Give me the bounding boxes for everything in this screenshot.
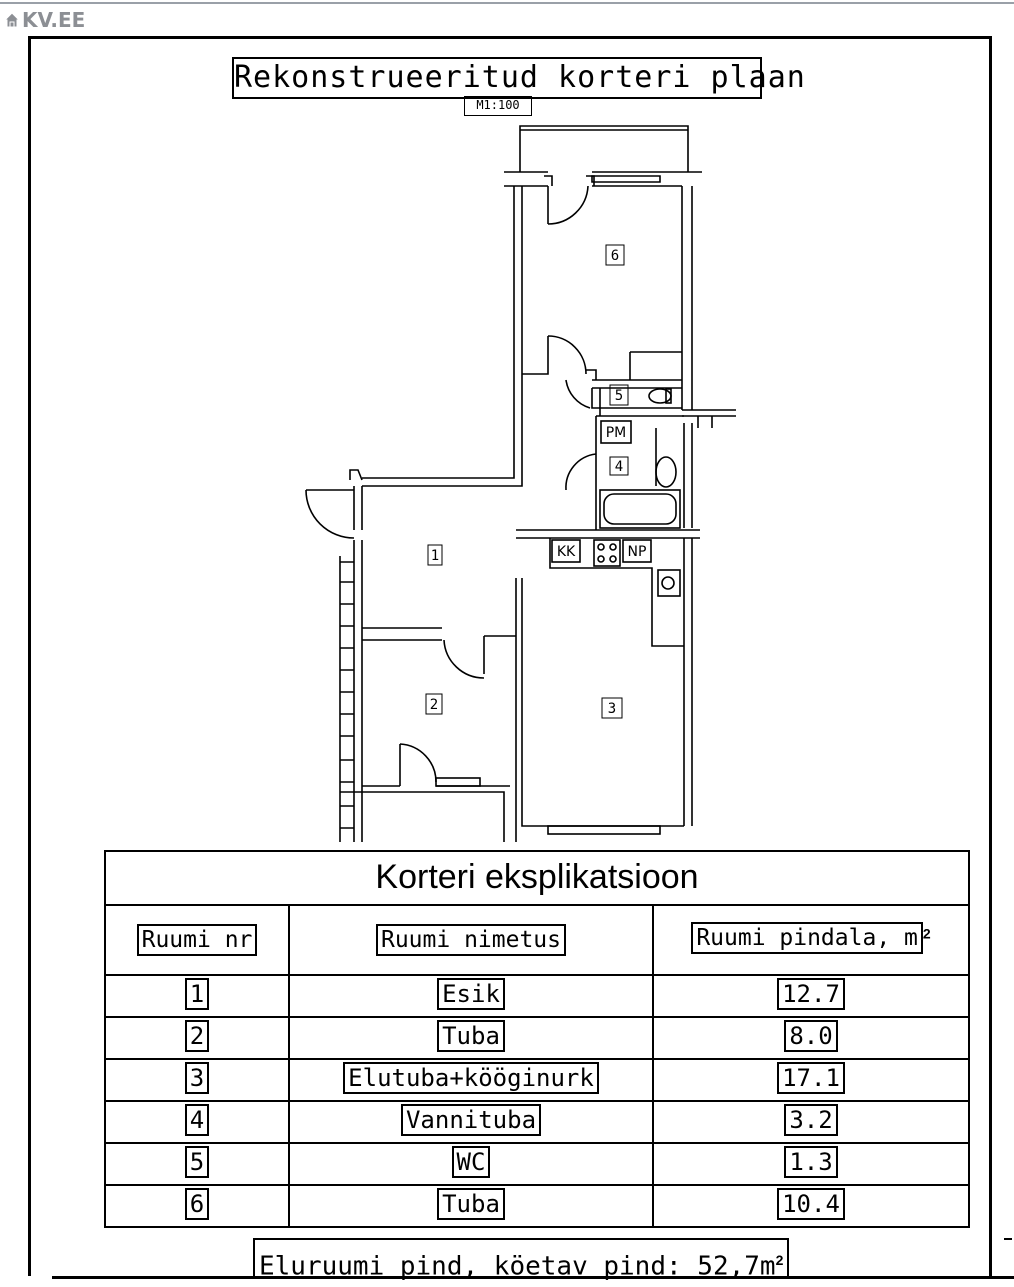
explication-table — [104, 850, 970, 1228]
cell-room-name: Tuba — [290, 1188, 652, 1220]
plan-scale: M1:100 — [464, 96, 532, 116]
svg-text:KK: KK — [556, 544, 576, 560]
room-marker-6 — [606, 245, 624, 265]
cell-room-area: 8.0 — [654, 1020, 968, 1052]
room-marker-1 — [428, 545, 442, 565]
room-marker-3 — [602, 698, 622, 718]
cell-room-nr: 4 — [106, 1104, 288, 1136]
entrance-door — [306, 490, 354, 538]
svg-text:5: 5 — [614, 388, 624, 404]
row-divider — [106, 1142, 968, 1144]
row-divider — [106, 1184, 968, 1186]
cell-room-nr: 3 — [106, 1062, 288, 1094]
svg-text:NP: NP — [627, 544, 647, 560]
top-bar — [0, 0, 1014, 32]
header-room-name: Ruumi nimetus — [290, 924, 652, 956]
house-icon — [4, 12, 20, 28]
cell-room-area: 10.4 — [654, 1188, 968, 1220]
cell-room-nr: 6 — [106, 1188, 288, 1220]
row-divider — [106, 974, 968, 976]
top-divider — [0, 2, 1014, 4]
room2-walls — [340, 628, 516, 842]
room6-door — [522, 336, 596, 380]
cell-room-area: 12.7 — [654, 978, 968, 1010]
cell-room-nr: 1 — [106, 978, 288, 1010]
row-divider — [106, 1016, 968, 1018]
room-marker-4 — [610, 457, 628, 475]
room3-walls — [516, 578, 684, 842]
cell-room-name: Vannituba — [290, 1104, 652, 1136]
cell-room-area: 3.2 — [654, 1104, 968, 1136]
svg-text:1: 1 — [430, 548, 440, 564]
svg-text:PM: PM — [605, 425, 627, 441]
svg-text:6: 6 — [610, 248, 620, 264]
plan-title: Rekonstrueeritud korteri plaan — [232, 57, 762, 99]
svg-text:3: 3 — [607, 701, 617, 717]
row-divider — [106, 1100, 968, 1102]
fixture-kk — [552, 540, 580, 562]
svg-text:2: 2 — [429, 697, 439, 713]
watermark-logo — [4, 8, 85, 32]
left-wall-ticks — [340, 556, 354, 842]
watermark-text: KV.EE — [22, 8, 86, 32]
svg-text:4: 4 — [614, 459, 624, 475]
header-room-nr: Ruumi nr — [106, 924, 288, 956]
balcony-top — [520, 126, 688, 172]
cell-room-nr: 2 — [106, 1020, 288, 1052]
cell-room-area: 1.3 — [654, 1146, 968, 1178]
cell-room-nr: 5 — [106, 1146, 288, 1178]
edge-mark — [1004, 1238, 1012, 1240]
fixture-pm — [601, 421, 631, 443]
room6-balcony-door — [544, 176, 594, 224]
floor-plan — [290, 118, 740, 843]
cell-room-name: WC — [290, 1146, 652, 1178]
cell-room-name: Elutuba+kööginurk — [290, 1062, 652, 1094]
header-room-area: Ruumi pindala, m $^2$ — [654, 922, 968, 954]
table-caption: Korteri eksplikatsioon — [106, 852, 968, 906]
cell-room-area: 17.1 — [654, 1062, 968, 1094]
row-divider — [106, 1058, 968, 1060]
cell-room-name: Tuba — [290, 1020, 652, 1052]
cell-room-name: Esik — [290, 978, 652, 1010]
summary-total-area: Eluruumi pind, köetav pind: $52,7m^2$ — [253, 1238, 789, 1276]
room-marker-2 — [426, 694, 442, 714]
exterior-walls — [350, 172, 736, 842]
fixture-np — [623, 540, 651, 562]
